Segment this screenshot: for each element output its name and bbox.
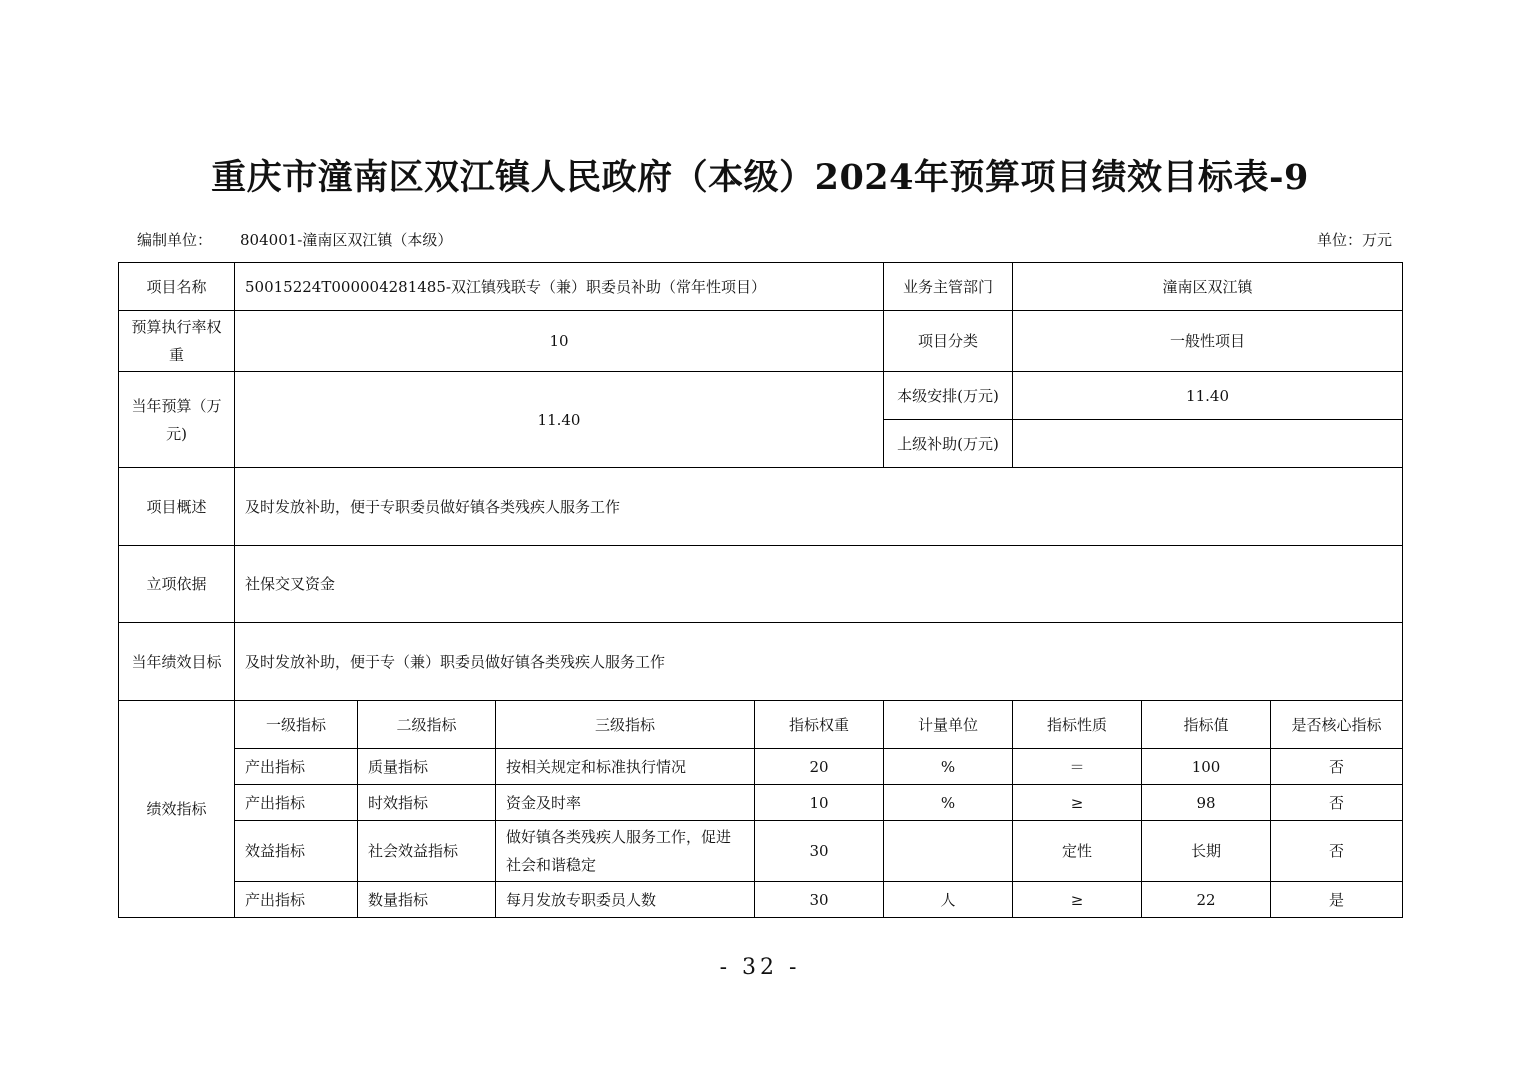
row-overview <box>119 468 1403 546</box>
cell-level2: 时效指标 <box>358 785 496 821</box>
goal-label: 当年绩效目标 <box>119 623 235 701</box>
exec-rate-label: 预算执行率权重 <box>119 311 235 372</box>
cell-unit: % <box>884 785 1013 821</box>
cell-core: 否 <box>1271 749 1403 785</box>
cell-level2: 质量指标 <box>358 749 496 785</box>
cell-level3: 资金及时率 <box>496 785 755 821</box>
table-row <box>119 785 1403 821</box>
row-budget <box>119 372 1403 420</box>
cell-nature: ≥ <box>1013 882 1142 918</box>
header-level1: 一级指标 <box>235 701 358 749</box>
cell-weight: 10 <box>755 785 884 821</box>
cell-unit: 人 <box>884 882 1013 918</box>
indicators-section-label: 绩效指标 <box>119 701 235 918</box>
header-weight: 指标权重 <box>755 701 884 749</box>
cell-nature: ≥ <box>1013 785 1142 821</box>
cell-weight: 30 <box>755 882 884 918</box>
cell-value: 100 <box>1142 749 1271 785</box>
upper-budget-label: 上级补助(万元) <box>884 420 1013 468</box>
upper-budget-value <box>1013 420 1403 468</box>
exec-rate-value: 10 <box>235 311 884 372</box>
cell-weight: 30 <box>755 821 884 882</box>
basis-label: 立项依据 <box>119 546 235 623</box>
row-goal <box>119 623 1403 701</box>
header-core: 是否核心指标 <box>1271 701 1403 749</box>
compiler-value: 804001-潼南区双江镇（本级） <box>240 231 453 249</box>
compiler-label: 编制单位： <box>137 231 213 249</box>
cell-nature: 定性 <box>1013 821 1142 882</box>
unit-label: 单位：万元 <box>1316 231 1392 249</box>
compiler-info <box>137 229 452 250</box>
cell-level1: 产出指标 <box>235 785 358 821</box>
cell-level3: 每月发放专职委员人数 <box>496 882 755 918</box>
cell-level2: 社会效益指标 <box>358 821 496 882</box>
indicator-header-row <box>119 701 1403 749</box>
cell-weight: 20 <box>755 749 884 785</box>
header-level3: 三级指标 <box>496 701 755 749</box>
cell-core: 否 <box>1271 785 1403 821</box>
cell-level1: 产出指标 <box>235 882 358 918</box>
row-basis <box>119 546 1403 623</box>
table-row <box>119 882 1403 918</box>
cell-value: 长期 <box>1142 821 1271 882</box>
table-row <box>119 749 1403 785</box>
cell-level2: 数量指标 <box>358 882 496 918</box>
cell-value: 98 <box>1142 785 1271 821</box>
local-budget-label: 本级安排(万元) <box>884 372 1013 420</box>
local-budget-value: 11.40 <box>1013 372 1403 420</box>
budget-value: 11.40 <box>235 372 884 468</box>
header-value: 指标值 <box>1142 701 1271 749</box>
dept-value: 潼南区双江镇 <box>1013 263 1403 311</box>
cell-core: 否 <box>1271 821 1403 882</box>
basis-value: 社保交叉资金 <box>235 546 1403 623</box>
header-level2: 二级指标 <box>358 701 496 749</box>
row-project-name <box>119 263 1403 311</box>
document-title: 重庆市潼南区双江镇人民政府（本级）2024年预算项目绩效目标表-9 <box>211 157 1309 198</box>
project-name-label: 项目名称 <box>119 263 235 311</box>
cell-unit <box>884 821 1013 882</box>
header-unit: 计量单位 <box>884 701 1013 749</box>
budget-label: 当年预算（万元) <box>119 372 235 468</box>
category-label: 项目分类 <box>884 311 1013 372</box>
dept-label: 业务主管部门 <box>884 263 1013 311</box>
cell-unit: % <box>884 749 1013 785</box>
row-exec-rate <box>119 311 1403 372</box>
project-name-value: 50015224T000004281485-双江镇残联专（兼）职委员补助（常年性项目） <box>235 263 884 311</box>
cell-core: 是 <box>1271 882 1403 918</box>
performance-table <box>118 262 1403 918</box>
overview-label: 项目概述 <box>119 468 235 546</box>
cell-nature: ＝ <box>1013 749 1142 785</box>
cell-level1: 产出指标 <box>235 749 358 785</box>
header-nature: 指标性质 <box>1013 701 1142 749</box>
category-value: 一般性项目 <box>1013 311 1403 372</box>
goal-value: 及时发放补助，便于专（兼）职委员做好镇各类残疾人服务工作 <box>235 623 1403 701</box>
cell-level3: 做好镇各类残疾人服务工作，促进社会和谐稳定 <box>496 821 755 882</box>
cell-value: 22 <box>1142 882 1271 918</box>
table-row <box>119 821 1403 882</box>
overview-value: 及时发放补助，便于专职委员做好镇各类残疾人服务工作 <box>235 468 1403 546</box>
cell-level3: 按相关规定和标准执行情况 <box>496 749 755 785</box>
cell-level1: 效益指标 <box>235 821 358 882</box>
page-number: - 32 - <box>719 955 801 980</box>
